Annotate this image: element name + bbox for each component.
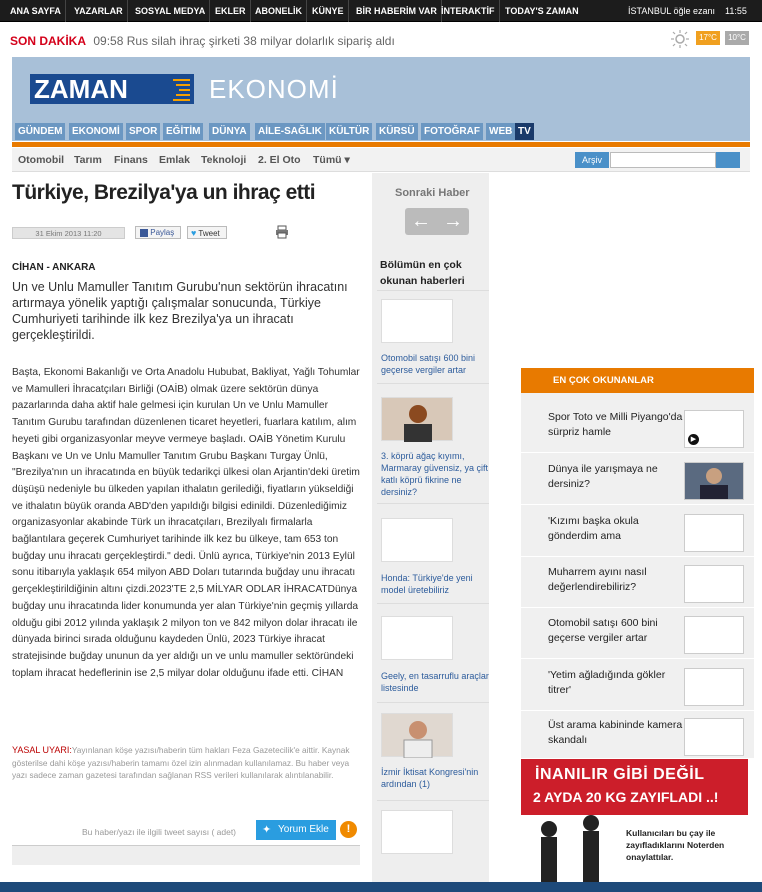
top-navigation	[0, 0, 762, 22]
most-read-link[interactable]: Otomobil satışı 600 bini geçerse vergiler artar	[548, 617, 658, 644]
ad-people-illustration	[529, 809, 619, 892]
section-popular-title: Bölümün en çok okunan haberleri	[380, 259, 465, 287]
subnav-otomobil[interactable]: Otomobil	[18, 154, 65, 166]
popular-thumb-5[interactable]	[381, 713, 453, 757]
cat-dunya[interactable]: DÜNYA	[209, 123, 250, 140]
search-input[interactable]	[610, 152, 716, 168]
cat-kultur[interactable]: KÜLTÜR	[326, 123, 372, 140]
popular-link-1[interactable]: Otomobil satışı 600 bini geçerse vergiler artar	[381, 353, 476, 375]
topnav-sosyal-medya[interactable]: SOSYAL MEDYA	[131, 0, 210, 22]
cat-gundem[interactable]: GÜNDEM	[15, 123, 65, 140]
most-read-item[interactable]	[521, 506, 754, 557]
most-read-thumb[interactable]	[684, 718, 744, 756]
person-photo-icon	[382, 714, 454, 758]
article-bottom-tabs[interactable]	[12, 845, 360, 865]
topnav-ekler[interactable]: EKLER	[211, 0, 251, 22]
breaking-news[interactable]	[10, 34, 395, 48]
search-button[interactable]	[716, 152, 740, 168]
cat-spor[interactable]: SPOR	[126, 123, 160, 140]
popular-link-3[interactable]: Honda: Türkiye'de yeni model üretebiliriz	[381, 573, 473, 595]
ad-headline: İNANILIR GİBİ DEĞİL	[535, 766, 705, 783]
temp-high: 17°C	[696, 31, 720, 45]
section-title: EKONOMİ	[209, 74, 339, 104]
person-photo-icon	[382, 398, 454, 442]
cat-fotograf[interactable]: FOTOĞRAF	[421, 123, 483, 140]
most-read-thumb[interactable]	[684, 565, 744, 603]
most-read-link[interactable]: 'Kızımı başka okula gönderdim ama	[548, 515, 639, 542]
twitter-icon: ♥	[191, 228, 197, 238]
next-article-label: Sonraki Haber	[395, 187, 470, 199]
topnav-bir-haberim-var[interactable]: BİR HABERİM VAR	[352, 0, 442, 22]
subnav-tarim[interactable]: Tarım	[74, 154, 102, 166]
print-icon[interactable]	[275, 225, 289, 239]
facebook-icon	[140, 229, 148, 237]
alert-icon[interactable]: !	[340, 821, 357, 838]
prev-arrow-icon[interactable]: ←	[411, 210, 431, 232]
topnav-yazarlar[interactable]: YAZARLAR	[70, 0, 128, 22]
popular-link-2[interactable]: 3. köprü ağaç kıyımı, Marmaray güvensiz, ya çift katlı köprü fikrine ne dersiniz?	[381, 451, 489, 497]
facebook-share-button[interactable]	[135, 226, 181, 239]
most-read-item[interactable]	[521, 660, 754, 711]
ad-body-text: Kullanıcıları bu çay ile zayıfladıklarını Noterden onaylattılar.	[626, 828, 725, 862]
subnav-teknoloji[interactable]: Teknoloji	[201, 154, 247, 166]
most-read-title: EN ÇOK OKUNANLAR	[521, 368, 754, 393]
play-icon: ▶	[688, 434, 699, 445]
most-read-link[interactable]: Üst arama kabininde kamera skandalı	[548, 719, 683, 746]
facebook-share-label: Paylaş	[150, 228, 175, 237]
subnav-tumu-dropdown[interactable]: Tümü ▾	[313, 154, 350, 166]
popular-thumb-3[interactable]	[381, 518, 453, 562]
legal-notice-text: Yayınlanan köşe yazısı/haberin tüm hakları Feza Gazetecilik'e aittir. Kaynak gösterilse dahi köşe yazısı/haberin tamamı özel izin alınmadan kullanılamaz. Bu haber veya yazı sadece zaman gazetesi tarafından sağlanan RSS verileri kullanılarak alıntılanabilir.	[12, 745, 350, 780]
most-read-item[interactable]	[521, 557, 754, 608]
divider	[377, 702, 489, 703]
advertisement-banner[interactable]	[521, 759, 748, 892]
popular-link-5[interactable]: İzmir İktisat Kongresi'nin ardından (1)	[381, 767, 479, 789]
person-photo-icon	[685, 463, 743, 499]
zaman-logo[interactable]: ZAMAN	[30, 74, 170, 104]
most-read-thumb[interactable]	[684, 410, 744, 448]
most-read-item[interactable]	[521, 710, 754, 761]
most-read-item[interactable]	[521, 608, 754, 659]
most-read-thumb[interactable]	[684, 668, 744, 706]
divider	[377, 383, 489, 384]
cat-ekonomi[interactable]: EKONOMİ	[69, 123, 123, 140]
article-title: Türkiye, Brezilya'ya un ihraç etti	[12, 181, 316, 204]
popular-thumb-6[interactable]	[381, 810, 453, 854]
next-arrow-icon[interactable]: →	[443, 210, 463, 232]
most-read-thumb[interactable]	[684, 514, 744, 552]
temp-low: 10°C	[725, 31, 749, 45]
subnav-2-el-oto[interactable]: 2. El Oto	[258, 154, 301, 166]
popular-thumb-2[interactable]	[381, 397, 453, 441]
article-body: Başta, Ekonomi Bakanlığı ve Orta Anadolu Hububat, Bakliyat, Yağlı Tohumlar ve Mamulleri İhracatçıları Birliği (OAİB) olmak üzere sektörün dünya pazarlarında daha aktif hale gelmesi için kurulan Un ve Unlu Mamuller Tanıtım Gurubu tarafından düzenlenen ticaret heyetleri, fuarlara katılım, alım heyeti gibi organizasyonlar meyve vermeye başladı. OAİB Yönetim Kurulu Başkanı ve Un ve Unlu Mamuller Tanıtım Grubu Başkanı Turgay Ünlü, "Brezilya'nın un ihracatında en büyük tedarikçi ülkesi olan Arjantin'deki üretim düşüşü nedeniyle bu ülkeden yapılan ithalatın gerilediği, fiyatların yükseldiği ve ithalatın büyük oranda ABD'den yapıldığı bilgisi edinildi. Düzenlediğimiz organizasyonlar akabinde Türk un ihracatçıları, Brezilyalı firmalarla bağlantılara geçerek Cumhuriyet tarihinde ilk kez bu ülkeye, tam 653 ton buğday unu ihracatı gerçekleştirdi." dedi. Ünlü ayrıca, Türkiye'nin 2013 Eylül sonu itibarıyla yaklaşık 654 milyon ABD Doları tutarında buğday unu ihracatı gerçekleştirildiğinin altını çizdi.2023'TE 2,5 MİLYAR ODLAR İHRACATDünya buğday unu ihracatında lider konumunda yer alan Türkiye'nin geçmiş yıllarda olduğu gibi 2012 yılında yaklaşık 2 milyon ton ve 842 milyon dolar ihracatı ile dünyada birinci sırada olduğunu kaydeden Ünlü, 2023 Türkiye ihracat stratejisinde buğday ununun da yer aldığı un ve unlu mamuller sektöründeki toplam ihracat hedeflerinin ise 2,5 milyar dolar olduğunu ifade etti. CİHAN	[12, 367, 360, 679]
divider	[377, 290, 489, 291]
os-taskbar	[0, 882, 762, 892]
accent-divider	[12, 142, 750, 147]
sun-icon	[671, 30, 689, 48]
cat-egitim[interactable]: EĞİTİM	[163, 123, 203, 140]
subnav-emlak[interactable]: Emlak	[159, 154, 190, 166]
topnav-kunye[interactable]: KÜNYE	[308, 0, 349, 22]
topnav-interaktif[interactable]: İNTERAKTİF	[437, 0, 500, 22]
topnav-ana-sayfa[interactable]: ANA SAYFA	[6, 0, 66, 22]
tweet-button[interactable]	[187, 226, 227, 239]
most-read-item[interactable]	[521, 402, 754, 453]
article-date: 31 Ekim 2013 11:20	[12, 227, 125, 239]
cat-aile-saglik[interactable]: AİLE-SAĞLIK	[255, 123, 325, 140]
clock: 11:55	[725, 6, 747, 16]
category-bar	[12, 121, 750, 141]
archive-button[interactable]: Arşiv	[575, 152, 609, 168]
most-read-link[interactable]: Spor Toto ve Milli Piyango'da sürpriz hamle	[548, 411, 683, 438]
bird-icon: ✦	[262, 824, 272, 836]
most-read-link[interactable]: Dünya ile yarışmaya ne dersiniz?	[548, 463, 658, 490]
most-read-item[interactable]	[521, 454, 754, 505]
ad-subheadline: 2 AYDA 20 KG ZAYIFLADI ..!	[533, 789, 719, 805]
divider	[377, 503, 489, 504]
site-header	[12, 57, 750, 121]
cat-tv[interactable]: TV	[515, 123, 534, 140]
legal-notice-label: YASAL UYARI:	[12, 745, 72, 755]
topnav-todays-zaman[interactable]: TODAY'S ZAMAN	[505, 6, 579, 16]
logo-arrow-icon	[170, 74, 194, 104]
popular-thumb-4[interactable]	[381, 616, 453, 660]
cat-web[interactable]: WEB	[486, 123, 515, 140]
popular-link-4[interactable]: Geely, en tasarruflu araçlar listesinde	[381, 671, 489, 693]
add-comment-button[interactable]	[256, 820, 336, 840]
article-nav-arrows	[405, 208, 469, 235]
add-comment-label: Yorum Ekle	[278, 824, 329, 835]
most-read-thumb[interactable]	[684, 616, 744, 654]
breaking-news-label: SON DAKİKA	[10, 34, 87, 48]
legal-notice	[12, 744, 362, 782]
article-source: CİHAN - ANKARA	[12, 262, 96, 273]
popular-thumb-1[interactable]	[381, 299, 453, 343]
most-read-link[interactable]: Muharrem ayını nasıl değerlendirebiliriz?	[548, 566, 647, 593]
article-lead: Un ve Unlu Mamuller Tanıtım Gurubu'nun sektörün ihracatını artırmaya yönelik yaptığı çalışmalar sonucunda, Türkiye Cumhuriyeti tarihinde ilk kez Brezilya'ya un ihracatı gerçekleştirildi.	[12, 280, 348, 342]
divider	[377, 800, 489, 801]
subnav-finans[interactable]: Finans	[114, 154, 148, 166]
breaking-news-text[interactable]: 09:58 Rus silah ihraç şirketi 38 milyar dolarlık sipariş aldı	[93, 34, 395, 48]
divider	[377, 603, 489, 604]
cat-kursu[interactable]: KÜRSÜ	[376, 123, 418, 140]
tweet-count: Bu haber/yazı ile ilgili tweet sayısı ( adet)	[82, 827, 237, 837]
tweet-label: Tweet	[198, 229, 220, 238]
most-read-link[interactable]: 'Yetim ağladığında gökler titrer'	[548, 669, 666, 696]
prayer-time-label: İSTANBUL öğle ezanı	[628, 6, 716, 16]
topnav-abonelik[interactable]: ABONELİK	[251, 0, 307, 22]
most-read-thumb[interactable]	[684, 462, 744, 500]
